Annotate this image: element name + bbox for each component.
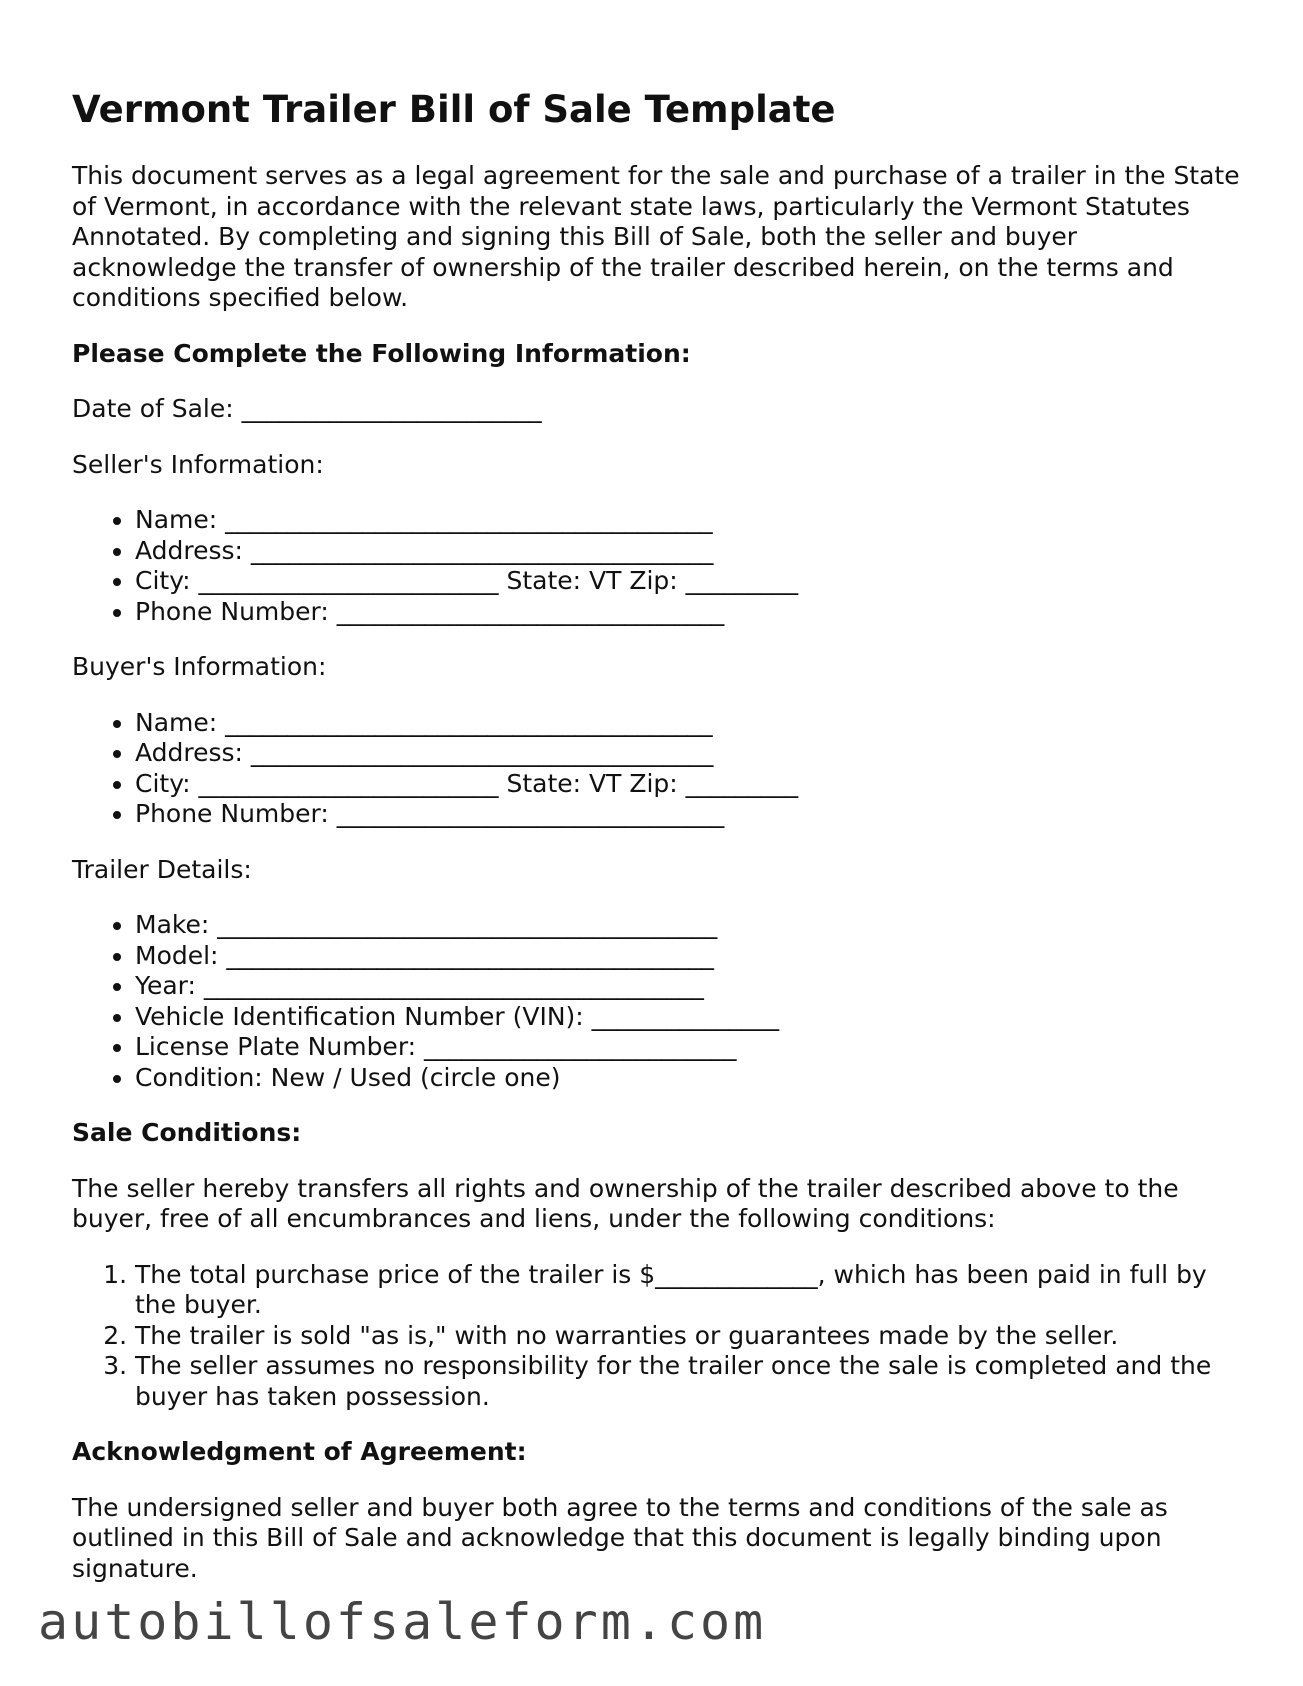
seller-name-field: • Name: _______________________________________ bbox=[135, 505, 1242, 536]
buyer-address-field: • Address: _____________________________________ bbox=[135, 738, 1242, 769]
sale-conditions-list bbox=[72, 1260, 1242, 1413]
trailer-make-field: • Make: ________________________________________ bbox=[135, 910, 1242, 941]
seller-phone-field: • Phone Number: _______________________________ bbox=[135, 597, 1242, 628]
seller-city-state-zip-field: • City: ________________________ State: VT Zip: _________ bbox=[135, 566, 1242, 597]
buyer-name-field: • Name: _______________________________________ bbox=[135, 708, 1242, 739]
buyer-city-state-zip-field: • City: ________________________ State: VT Zip: _________ bbox=[135, 769, 1242, 800]
trailer-heading: Trailer Details: bbox=[72, 854, 252, 884]
sale-conditions-heading: Sale Conditions: bbox=[72, 1118, 302, 1147]
trailer-plate-field: • License Plate Number: _________________________ bbox=[135, 1032, 1242, 1063]
buyer-info-list bbox=[72, 708, 1242, 830]
acknowledgment-text: The undersigned seller and buyer both agree to the terms and conditions of the sale as outlined in this Bill of Sale and acknowledge that this document is legally binding upon signature. bbox=[72, 1492, 1168, 1583]
sale-conditions-text: The seller hereby transfers all rights and ownership of the trailer described above to the buyer, free of all encumbrances and liens, under the following conditions: bbox=[72, 1173, 1179, 1233]
condition-purchase-price: 1. The total purchase price of the trailer is $_____________, which has been paid in full by the buyer. bbox=[135, 1260, 1242, 1321]
trailer-model-field: • Model: _______________________________________ bbox=[135, 941, 1242, 972]
complete-heading: Please Complete the Following Information: bbox=[72, 338, 691, 368]
date-of-sale-line: Date of Sale: ________________________ bbox=[72, 394, 542, 423]
seller-address-field: • Address: _____________________________________ bbox=[135, 536, 1242, 567]
buyer-phone-field: • Phone Number: _______________________________ bbox=[135, 799, 1242, 830]
buyer-heading: Buyer's Information: bbox=[72, 652, 327, 681]
site-watermark: autobillofsaleform.com bbox=[38, 1593, 767, 1651]
condition-as-is: 2. The trailer is sold "as is," with no warranties or guarantees made by the seller. bbox=[135, 1321, 1242, 1352]
trailer-details-list bbox=[72, 910, 1242, 1093]
trailer-condition-field: • Condition: New / Used (circle one) bbox=[135, 1063, 1242, 1094]
trailer-year-field: • Year: ________________________________________ bbox=[135, 971, 1242, 1002]
page-title: Vermont Trailer Bill of Sale Template bbox=[72, 88, 836, 131]
intro-paragraph: This document serves as a legal agreement for the sale and purchase of a trailer in the State of Vermont, in accordance with the relevant state laws, particularly the Vermont Statutes Annotated. By completing and signing this Bill of Sale, both the seller and buyer acknowledge the transfer of ownership of the trailer described herein, on the terms and conditions specified below. bbox=[72, 161, 1240, 312]
condition-no-responsibility: 3. The seller assumes no responsibility for the trailer once the sale is completed and the buyer has taken possession. bbox=[135, 1351, 1242, 1412]
acknowledgment-heading: Acknowledgment of Agreement: bbox=[72, 1437, 527, 1466]
seller-heading: Seller's Information: bbox=[72, 449, 324, 479]
seller-info-list bbox=[72, 505, 1242, 627]
trailer-vin-field: • Vehicle Identification Number (VIN): _______________ bbox=[135, 1002, 1242, 1033]
document-page bbox=[72, 88, 1242, 1609]
